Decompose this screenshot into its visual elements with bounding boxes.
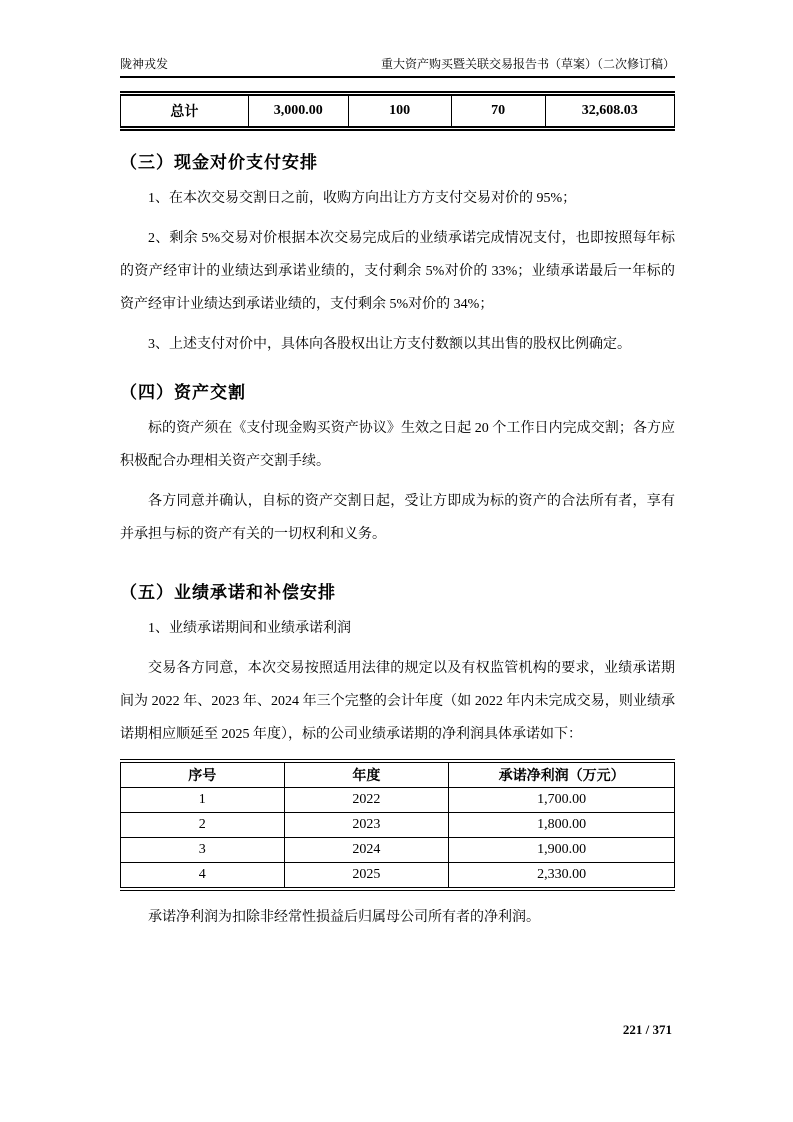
promised-profit-table (120, 759, 675, 891)
cell-profit: 2,330.00 (449, 863, 675, 890)
total-value-cell: 70 (451, 94, 545, 129)
table-row (121, 838, 675, 863)
page-number: 221 / 371 (622, 1022, 672, 1037)
header-report-title: 重大资产购买暨关联交易报告书（草案）（二次修订稿） (380, 57, 675, 71)
table-header-row (121, 761, 675, 788)
paragraph: 交易各方同意，本次交易按照适用法律的规定以及有权监管机构的要求，业绩承诺期间为 2022 年、2023 年、2024 年三个完整的会计年度（如 2022 年内未完成交易，则业绩承诺期相应顺延至 2025 年度），标的公司业绩承诺期的净利润具体承诺如下： (120, 661, 675, 742)
cell-index: 1 (121, 788, 285, 813)
table-row (121, 813, 675, 838)
cell-index: 3 (121, 838, 285, 863)
column-header-profit: 承诺净利润（万元） (449, 761, 675, 788)
total-row-table (120, 91, 675, 131)
cell-index: 2 (121, 813, 285, 838)
cell-profit: 1,800.00 (449, 813, 675, 838)
table-row (121, 863, 675, 890)
column-header-year: 年度 (284, 761, 449, 788)
section-heading-asset-delivery: （四）资产交割 (120, 383, 246, 402)
cell-year: 2024 (284, 838, 449, 863)
paragraph: 1、在本次交易交割日之前，收购方向出让方方支付交易对价的 95%； (148, 191, 577, 206)
cell-profit: 1,700.00 (449, 788, 675, 813)
table-row (121, 94, 675, 129)
running-header (120, 0, 675, 78)
cell-index: 4 (121, 863, 285, 890)
section-heading-cash-payment: （三）现金对价支付安排 (120, 153, 318, 172)
closing-note: 承诺净利润为扣除非经常性损益后归属母公司所有者的净利润。 (148, 910, 540, 925)
table-row (121, 788, 675, 813)
section-heading-performance-commitment: （五）业绩承诺和补偿安排 (120, 583, 336, 602)
paragraph: 2、剩余 5%交易对价根据本次交易完成后的业绩承诺完成情况支付，也即按照每年标的资产经审计的业绩达到承诺业绩的，支付剩余 5%对价的 33%；业绩承诺最后一年标的资产经审计业绩达到承诺业绩的，支付剩余 5%对价的 34%； (120, 231, 675, 312)
subheading-paragraph: 1、业绩承诺期间和业绩承诺利润 (148, 621, 351, 636)
total-label-cell: 总计 (121, 94, 249, 129)
column-header-index: 序号 (121, 761, 285, 788)
paragraph: 各方同意并确认，自标的资产交割日起，受让方即成为标的资产的合法所有者，享有并承担与标的资产有关的一切权利和义务。 (120, 494, 675, 542)
header-company-name: 陇神戎发 (120, 57, 169, 71)
cell-profit: 1,900.00 (449, 838, 675, 863)
cell-year: 2025 (284, 863, 449, 890)
page-content (120, 0, 675, 934)
total-value-cell: 32,608.03 (545, 94, 675, 129)
paragraph: 标的资产须在《支付现金购买资产协议》生效之日起 20 个工作日内完成交割；各方应积极配合办理相关资产交割手续。 (120, 421, 675, 469)
paragraph: 3、上述支付对价中，具体向各股权出让方支付数额以其出售的股权比例确定。 (148, 337, 631, 352)
cell-year: 2022 (284, 788, 449, 813)
total-value-cell: 3,000.00 (248, 94, 348, 129)
cell-year: 2023 (284, 813, 449, 838)
total-value-cell: 100 (348, 94, 451, 129)
